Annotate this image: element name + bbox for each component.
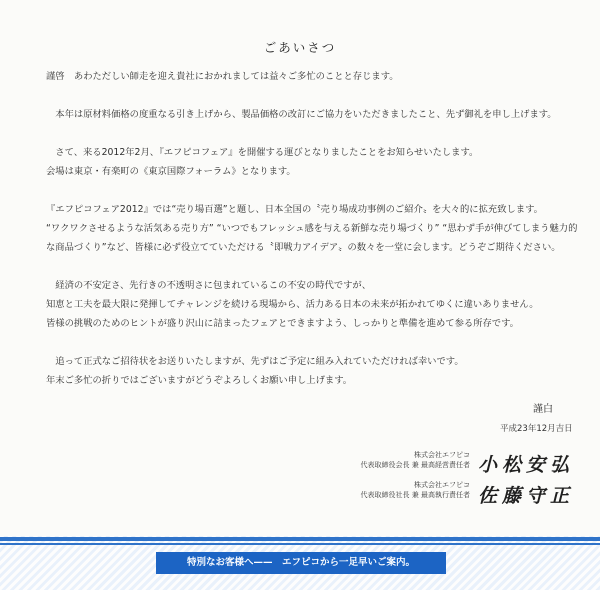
signature-name-2: 佐藤守正 [478,485,575,507]
signature-name-1: 小松安弘 [478,454,575,476]
signatory-2-title [300,480,470,500]
paragraph-line: 謹啓 あわただしい師走を迎え貴社におかれましては益々ご多忙のことと存じます。 [46,71,399,82]
footer-stripe-thin [0,543,600,545]
letter-body [46,67,586,409]
paragraph-line: 会場は東京・有楽町の《東京国際フォーラム》となります。 [46,166,296,177]
paragraph-line: 追って正式なご招待状をお送りいたしますが、先ずはご予定に組み入れていただければ幸いです。 [46,356,464,367]
paragraph-line: 知恵と工夫を最大限に発揮してチャレンジを続ける現場から、活力ある日本の未来が拓かれてゆくに違いありません。 [46,299,539,310]
letter-date: 平成23年12月吉日 [500,424,573,434]
paragraph-line: 『エフピコフェア2012』では“売り場百選”と題し、日本全国の〝売り場成功事例のご紹介〟を大々的に拡充致します。 [46,204,543,215]
paragraph-line: “ワクワクさせるような活気ある売り方” “いつでもフレッシュ感を与える新鮮な売り場づくり” “思わず手が伸びてしまう魅力的 [46,223,578,234]
paragraph-fair-details [46,200,586,257]
paragraph-line: 年末ご多忙の折りではございますがどうぞよろしくお願い申し上げます。 [46,375,353,386]
closing-word: 謹白 [533,404,553,415]
footer-stripe [0,537,600,541]
paragraph-thanks [46,105,586,124]
signatory-company: 株式会社エフピコ [414,481,470,489]
signatory-position: 代表取締役会長 兼 最高経営責任者 [360,461,470,469]
signatory-position: 代表取締役社長 兼 最高執行責任者 [360,491,470,499]
paragraph-invitation [46,352,586,390]
footer-banner: 特別なお客様へ—— エフピコから一足早いご案内。 [156,552,446,574]
signatory-1-title [300,450,470,470]
paragraph-line: さて、来る2012年2月、『エフピコフェア』を開催する運びとなりましたことをお知らせいたします。 [46,147,479,158]
paragraph-outlook [46,276,586,333]
signatory-company: 株式会社エフピコ [414,451,470,459]
paragraph-greeting [46,67,586,86]
paragraph-line: な商品づくり”など、皆様に必ず役立てていただける〝即戦力アイデア〟の数々を一堂に会します。どうぞご期待ください。 [46,242,561,253]
page-title: ごあいさつ [263,40,337,55]
paragraph-line: 本年は原材料価格の度重なる引き上げから、製品価格の改訂にご協力をいただきましたこと、先ず御礼を申し上げます。 [46,109,557,120]
paragraph-line: 経済の不安定さ、先行きの不透明さに包まれているこの不安の時代ですが、 [46,280,372,291]
paragraph-announcement [46,143,586,181]
paragraph-line: 皆様の挑戦のためのヒントが盛り沢山に詰まったフェアとできますよう、しっかりと準備を進めて参る所存です。 [46,318,519,329]
